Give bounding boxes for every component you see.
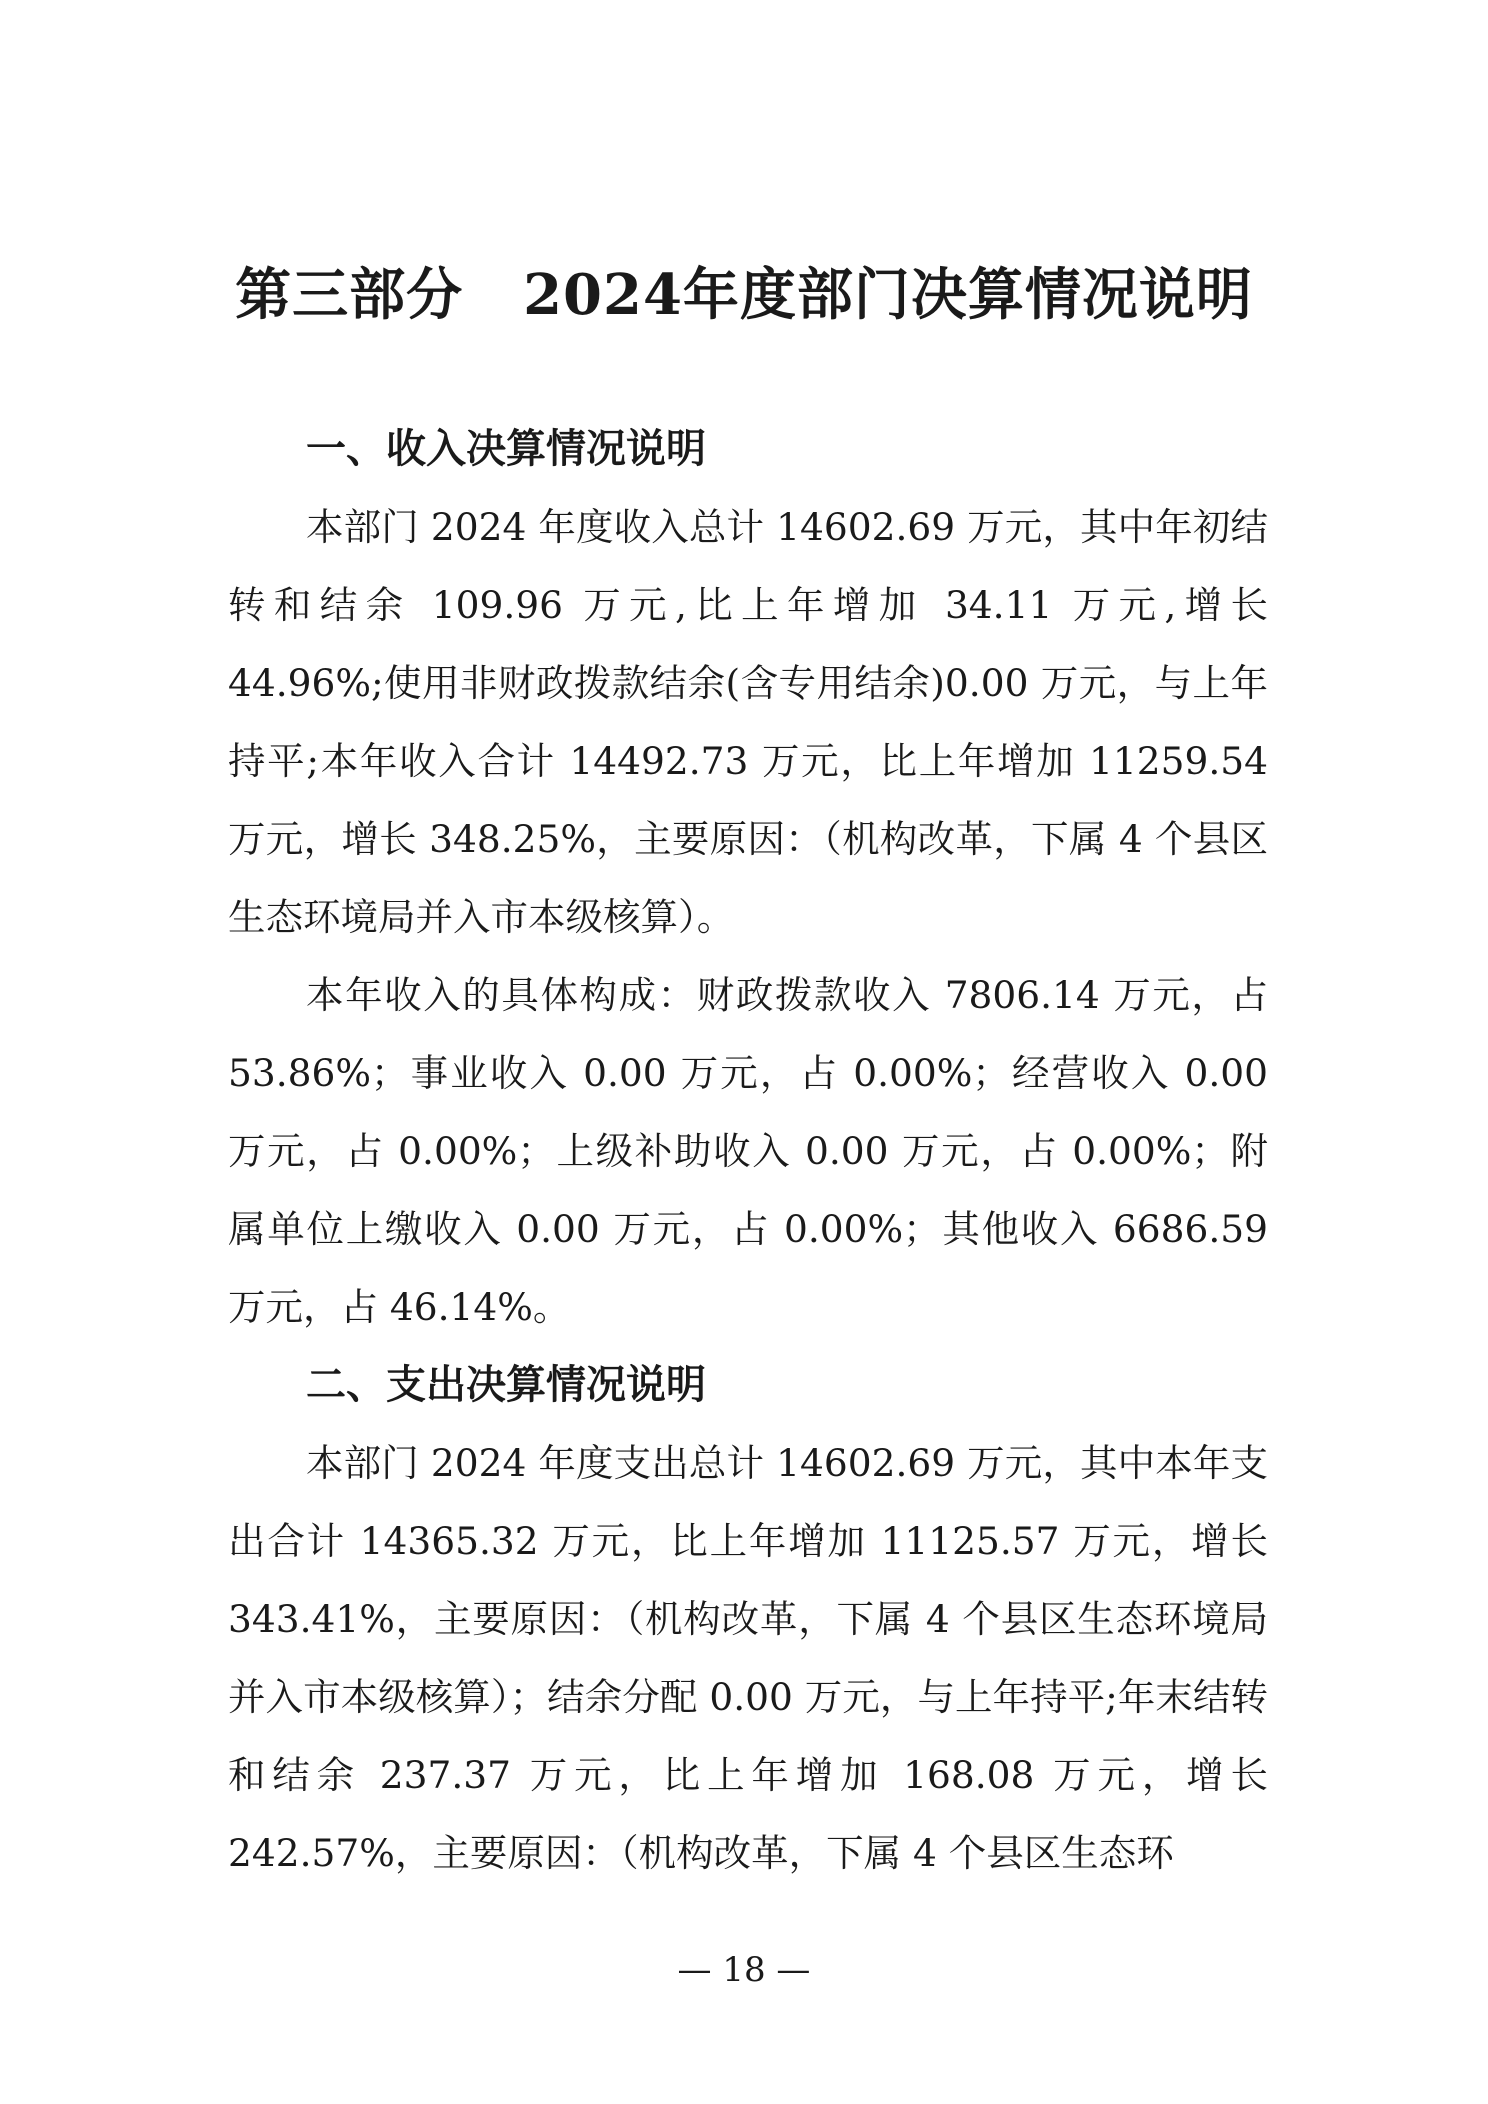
section-heading-income: 一、收入决算情况说明 <box>306 426 706 472</box>
title-part: 第三部分 <box>235 262 464 328</box>
income-composition-paragraph: 本年收入的具体构成：财政拨款收入 7806.14 万元，占 53.86%；事业收入 0.00 万元，占 0.00%；经营收入 0.00 万元，占 0.00%；上级补助收入 0.00 万元，占 0.00%；附属单位上缴收入 0.00 万元，占 0.00%；其他收入 6686.59 万元，占 46.14%。 <box>228 973 1268 1329</box>
income-total-paragraph: 本部门 2024 年度收入总计 14602.69 万元，其中年初结转和结余 109.96 万元,比上年增加 34.11 万元,增长 44.96%;使用非财政拨款结余(含专用结余)0.00 万元，与上年持平;本年收入合计 14492.73 万元，比上年增加 11259.54 万元，增长 348.25%，主要原因：（机构改革，下属 4 个县区生态环境局并入市本级核算）。 <box>228 505 1268 939</box>
page-number: — 18 — <box>677 1950 811 1990</box>
page-title <box>0 255 1488 335</box>
expenditure-total-paragraph: 本部门 2024 年度支出总计 14602.69 万元，其中本年支出合计 14365.32 万元，比上年增加 11125.57 万元，增长 343.41%，主要原因：（机构改革，下属 4 个县区生态环境局并入市本级核算）；结余分配 0.00 万元，与上年持平;年末结转和结余 237.37 万元，比上年增加 168.08 万元，增长 242.57%，主要原因：（机构改革，下属 4 个县区生态环 <box>228 1441 1268 1875</box>
section-heading-expenditure: 二、支出决算情况说明 <box>306 1362 706 1408</box>
title-main: 2024年度部门决算情况说明 <box>523 262 1253 328</box>
